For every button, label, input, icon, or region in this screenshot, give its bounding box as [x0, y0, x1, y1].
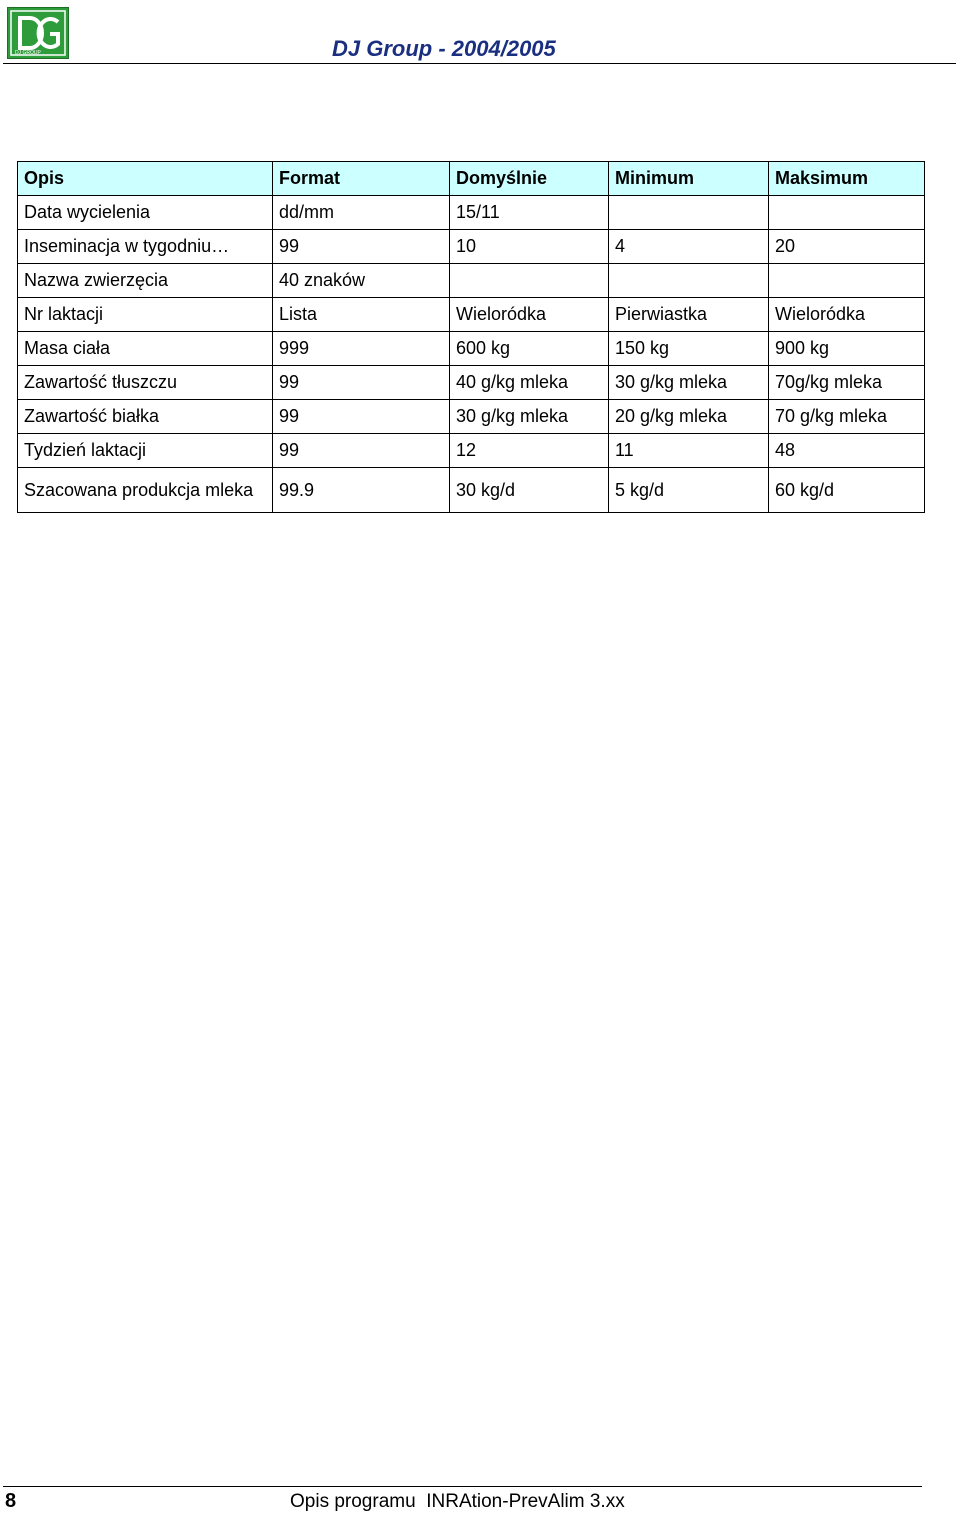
table-row	[18, 366, 925, 400]
table-cell: 99	[273, 400, 450, 434]
footer-divider	[3, 1486, 922, 1487]
table-cell: 20	[769, 230, 925, 264]
table-row	[18, 230, 925, 264]
table-cell: 30 kg/d	[450, 468, 609, 513]
table-cell: Tydzień laktacji	[18, 434, 273, 468]
table-cell: 30 g/kg mleka	[609, 366, 769, 400]
table-cell	[450, 264, 609, 298]
column-header-format: Format	[273, 162, 450, 196]
table-cell: Nr laktacji	[18, 298, 273, 332]
table-row	[18, 400, 925, 434]
table-cell: dd/mm	[273, 196, 450, 230]
table-cell: 900 kg	[769, 332, 925, 366]
column-header-maksimum: Maksimum	[769, 162, 925, 196]
column-header-minimum: Minimum	[609, 162, 769, 196]
table-cell	[769, 264, 925, 298]
logo-text: DJ GROUP	[15, 50, 41, 56]
table-cell: 99	[273, 434, 450, 468]
table-row	[18, 332, 925, 366]
table-cell: 5 kg/d	[609, 468, 769, 513]
table-cell: 20 g/kg mleka	[609, 400, 769, 434]
footer-text: Opis programu INRAtion-PrevAlim 3.xx	[290, 1491, 625, 1512]
table-cell: Masa ciała	[18, 332, 273, 366]
table-cell: Data wycielenia	[18, 196, 273, 230]
table-cell	[609, 264, 769, 298]
table-cell: 4	[609, 230, 769, 264]
table-cell: Wieloródka	[450, 298, 609, 332]
dj-group-logo-icon	[7, 7, 69, 59]
table-cell: Wieloródka	[769, 298, 925, 332]
table-cell: Nazwa zwierzęcia	[18, 264, 273, 298]
table-row	[18, 434, 925, 468]
table-cell: 99.9	[273, 468, 450, 513]
table-cell: 99	[273, 366, 450, 400]
column-header-domyslnie: Domyślnie	[450, 162, 609, 196]
table-cell: 60 kg/d	[769, 468, 925, 513]
table-row	[18, 196, 925, 230]
page-number: 8	[5, 1490, 17, 1512]
table-cell	[609, 196, 769, 230]
table-cell: Pierwiastka	[609, 298, 769, 332]
table-cell	[769, 196, 925, 230]
table-cell: 10	[450, 230, 609, 264]
header-divider	[3, 63, 956, 64]
table-header-row	[18, 162, 925, 196]
table-cell: Zawartość tłuszczu	[18, 366, 273, 400]
table-cell: 15/11	[450, 196, 609, 230]
table-cell: 99	[273, 230, 450, 264]
table-cell: Zawartość białka	[18, 400, 273, 434]
table-cell: 70g/kg mleka	[769, 366, 925, 400]
table-cell: Szacowana produkcja mleka	[18, 468, 273, 513]
table-cell: 48	[769, 434, 925, 468]
table-cell: 11	[609, 434, 769, 468]
table-cell: Lista	[273, 298, 450, 332]
parameters-table	[17, 161, 925, 513]
document-header-title: DJ Group - 2004/2005	[332, 36, 556, 61]
table-cell: 40 znaków	[273, 264, 450, 298]
table-cell: 150 kg	[609, 332, 769, 366]
table-cell: 600 kg	[450, 332, 609, 366]
table-cell: Inseminacja w tygodniu…	[18, 230, 273, 264]
table-row	[18, 264, 925, 298]
table-cell: 999	[273, 332, 450, 366]
table-cell: 12	[450, 434, 609, 468]
table-cell: 30 g/kg mleka	[450, 400, 609, 434]
table-cell: 70 g/kg mleka	[769, 400, 925, 434]
table-row	[18, 468, 925, 513]
table-cell: 40 g/kg mleka	[450, 366, 609, 400]
column-header-opis: Opis	[18, 162, 273, 196]
table-row	[18, 298, 925, 332]
